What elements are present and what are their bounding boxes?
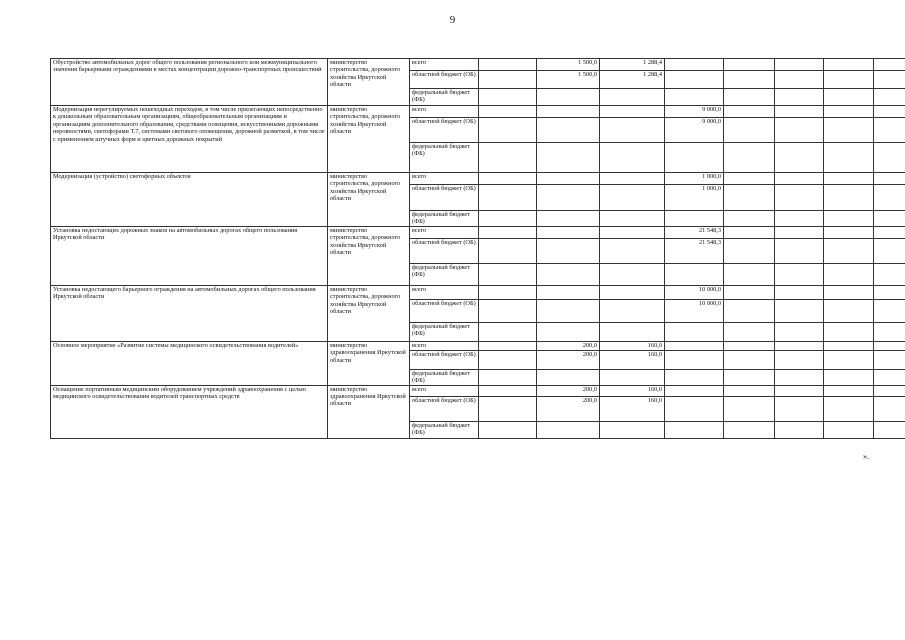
amount-cell xyxy=(775,59,824,71)
amount-cell xyxy=(824,59,874,71)
amount-cell: 1 288,4 xyxy=(600,59,665,71)
amount-cell xyxy=(600,421,665,438)
amount-cell xyxy=(775,341,824,350)
amount-cell: 200,0 xyxy=(537,385,600,396)
amount-cell xyxy=(775,143,824,173)
amount-cell xyxy=(724,263,775,285)
funding-source-cell: федеральный бюджет (ФБ) xyxy=(410,322,479,341)
amount-cell xyxy=(824,396,874,421)
amount-cell xyxy=(537,322,600,341)
amount-cell xyxy=(537,118,600,143)
amount-cell xyxy=(537,143,600,173)
amount-cell xyxy=(824,226,874,238)
amount-cell xyxy=(724,118,775,143)
responsible-executor-cell: министерство строительства, дорожного хозяйства Иркутской области xyxy=(328,173,410,227)
amount-cell xyxy=(537,299,600,322)
amount-cell xyxy=(665,350,724,369)
amount-cell: 1 500,0 xyxy=(537,59,600,71)
amount-cell xyxy=(479,369,537,385)
table-row xyxy=(51,173,905,185)
amount-cell xyxy=(824,238,874,263)
amount-cell xyxy=(479,322,537,341)
amount-cell xyxy=(479,71,537,89)
amount-cell xyxy=(775,185,824,211)
amount-cell xyxy=(775,71,824,89)
amount-cell xyxy=(724,143,775,173)
responsible-executor-cell: министерство строительства, дорожного хозяйства Иркутской области xyxy=(328,106,410,173)
amount-cell xyxy=(479,89,537,106)
amount-cell xyxy=(479,118,537,143)
amount-cell xyxy=(775,89,824,106)
amount-cell xyxy=(874,238,905,263)
amount-cell xyxy=(824,299,874,322)
amount-cell xyxy=(600,173,665,185)
funding-source-cell: областной бюджет (ОБ) xyxy=(410,299,479,322)
event-name-cell: Оснащение портативным медицинским оборудованием учреждений здравоохранения с целью медицинского освидетельствования водителей транспортных средств xyxy=(51,385,328,438)
amount-cell xyxy=(600,89,665,106)
amount-cell xyxy=(724,299,775,322)
amount-cell xyxy=(665,322,724,341)
amount-cell xyxy=(665,421,724,438)
amount-cell: 21 548,3 xyxy=(665,226,724,238)
amount-cell xyxy=(874,350,905,369)
amount-cell xyxy=(874,106,905,118)
amount-cell xyxy=(479,396,537,421)
amount-cell: 9 000,0 xyxy=(665,106,724,118)
amount-cell xyxy=(724,71,775,89)
amount-cell xyxy=(824,421,874,438)
funding-source-cell: федеральный бюджет (ФБ) xyxy=(410,143,479,173)
amount-cell xyxy=(479,341,537,350)
event-name-cell: Модернизация нерегулируемых пешеходных переходов, в том числе прилегающих непосредственно к дошкольным образовательным организациям, общеобразовательным организациям и организациям дополнительного образования, средствами освещения, искусственными дорожными неровностями, светофорами Т.7, системами светового оповещения, дорожной разметкой, в том числе с применением штучных форм и цветных дорожных покрытий xyxy=(51,106,328,173)
amount-cell xyxy=(665,143,724,173)
table-row xyxy=(51,385,905,396)
amount-cell xyxy=(537,263,600,285)
amount-cell xyxy=(600,118,665,143)
amount-cell xyxy=(479,226,537,238)
amount-cell xyxy=(479,350,537,369)
amount-cell xyxy=(479,421,537,438)
funding-source-cell: всего xyxy=(410,341,479,350)
amount-cell xyxy=(724,238,775,263)
budget-table xyxy=(50,58,905,439)
amount-cell xyxy=(479,143,537,173)
amount-cell xyxy=(874,341,905,350)
table-row xyxy=(51,341,905,350)
event-name-cell: Обустройство автомобильных дорог общего пользования регионального или межмуниципального значения барьерными ограждениями в местах концентрации дорожно-транспортных происшествий xyxy=(51,59,328,106)
amount-cell: 10 000,0 xyxy=(665,285,724,299)
funding-source-cell: всего xyxy=(410,385,479,396)
amount-cell xyxy=(665,71,724,89)
amount-cell xyxy=(824,350,874,369)
responsible-executor-cell: министерство строительства, дорожного хозяйства Иркутской области xyxy=(328,59,410,106)
funding-source-cell: федеральный бюджет (ФБ) xyxy=(410,421,479,438)
amount-cell xyxy=(775,173,824,185)
funding-source-cell: всего xyxy=(410,59,479,71)
amount-cell xyxy=(537,285,600,299)
amount-cell xyxy=(600,285,665,299)
amount-cell xyxy=(600,238,665,263)
funding-source-cell: областной бюджет (ОБ) xyxy=(410,185,479,211)
table-row xyxy=(51,226,905,238)
amount-cell xyxy=(665,396,724,421)
amount-cell xyxy=(537,226,600,238)
amount-cell xyxy=(724,350,775,369)
amount-cell xyxy=(665,59,724,71)
amount-cell xyxy=(537,421,600,438)
funding-source-cell: областной бюджет (ОБ) xyxy=(410,238,479,263)
amount-cell xyxy=(874,322,905,341)
amount-cell xyxy=(824,322,874,341)
amount-cell xyxy=(479,285,537,299)
amount-cell xyxy=(537,369,600,385)
amount-cell xyxy=(537,173,600,185)
amount-cell xyxy=(874,385,905,396)
amount-cell xyxy=(874,421,905,438)
amount-cell xyxy=(874,396,905,421)
amount-cell xyxy=(600,299,665,322)
amount-cell xyxy=(775,299,824,322)
amount-cell xyxy=(874,185,905,211)
amount-cell xyxy=(824,369,874,385)
funding-source-cell: областной бюджет (ОБ) xyxy=(410,396,479,421)
funding-source-cell: всего xyxy=(410,226,479,238)
amount-cell xyxy=(537,238,600,263)
responsible-executor-cell: министерство здравоохранения Иркутской области xyxy=(328,385,410,438)
amount-cell: 10 000,0 xyxy=(665,299,724,322)
page-number: 9 xyxy=(449,14,456,26)
funding-source-cell: всего xyxy=(410,173,479,185)
amount-cell xyxy=(874,226,905,238)
responsible-executor-cell: министерство строительства, дорожного хозяйства Иркутской области xyxy=(328,226,410,285)
amount-cell xyxy=(724,421,775,438)
amount-cell: 160,0 xyxy=(600,396,665,421)
amount-cell: 160,0 xyxy=(600,350,665,369)
amount-cell: 160,0 xyxy=(600,341,665,350)
amount-cell xyxy=(537,211,600,227)
amount-cell xyxy=(665,211,724,227)
amount-cell xyxy=(775,350,824,369)
amount-cell: 1 500,0 xyxy=(537,71,600,89)
amount-cell xyxy=(665,263,724,285)
amount-cell xyxy=(600,369,665,385)
amount-cell xyxy=(724,341,775,350)
amount-cell xyxy=(600,185,665,211)
funding-source-cell: областной бюджет (ОБ) xyxy=(410,71,479,89)
amount-cell xyxy=(665,341,724,350)
amount-cell xyxy=(724,285,775,299)
amount-cell xyxy=(724,385,775,396)
responsible-executor-cell: министерство здравоохранения Иркутской области xyxy=(328,341,410,385)
amount-cell xyxy=(724,369,775,385)
amount-cell xyxy=(724,173,775,185)
amount-cell xyxy=(824,71,874,89)
amount-cell xyxy=(479,263,537,285)
amount-cell xyxy=(479,238,537,263)
funding-source-cell: областной бюджет (ОБ) xyxy=(410,118,479,143)
amount-cell xyxy=(874,71,905,89)
amount-cell xyxy=(775,263,824,285)
amount-cell xyxy=(724,396,775,421)
amount-cell: 1 288,4 xyxy=(600,71,665,89)
amount-cell xyxy=(479,185,537,211)
amount-cell xyxy=(600,106,665,118)
amount-cell: 21 548,3 xyxy=(665,238,724,263)
amount-cell xyxy=(537,106,600,118)
amount-cell xyxy=(874,118,905,143)
funding-source-cell: федеральный бюджет (ФБ) xyxy=(410,369,479,385)
amount-cell xyxy=(874,369,905,385)
amount-cell xyxy=(874,173,905,185)
amount-cell xyxy=(775,226,824,238)
amount-cell xyxy=(724,59,775,71)
amount-cell xyxy=(874,89,905,106)
amount-cell xyxy=(824,89,874,106)
amount-cell xyxy=(665,385,724,396)
amount-cell xyxy=(775,211,824,227)
amount-cell xyxy=(874,211,905,227)
amount-cell xyxy=(600,322,665,341)
amount-cell xyxy=(824,118,874,143)
amount-cell: 200,0 xyxy=(537,350,600,369)
amount-cell xyxy=(537,89,600,106)
amount-cell xyxy=(874,263,905,285)
amount-cell xyxy=(479,106,537,118)
amount-cell xyxy=(824,385,874,396)
funding-source-cell: федеральный бюджет (ФБ) xyxy=(410,263,479,285)
amount-cell: 200,0 xyxy=(537,396,600,421)
event-name-cell: Установка недостающих дорожных знаков на автомобильных дорогах общего пользования Иркутской области xyxy=(51,226,328,285)
amount-cell xyxy=(479,59,537,71)
amount-cell xyxy=(724,89,775,106)
amount-cell xyxy=(775,285,824,299)
event-name-cell: Установка недостающего барьерного ограждения на автомобильных дорогах общего пользования Иркутской области xyxy=(51,285,328,341)
amount-cell xyxy=(775,118,824,143)
amount-cell xyxy=(479,173,537,185)
amount-cell xyxy=(537,185,600,211)
amount-cell xyxy=(600,211,665,227)
funding-source-cell: всего xyxy=(410,285,479,299)
amount-cell xyxy=(824,185,874,211)
amount-cell xyxy=(724,211,775,227)
event-name-cell: Модернизация (устройство) светофорных объектов xyxy=(51,173,328,227)
amount-cell xyxy=(775,421,824,438)
amount-cell xyxy=(479,299,537,322)
amount-cell xyxy=(665,369,724,385)
amount-cell xyxy=(824,263,874,285)
amount-cell xyxy=(775,238,824,263)
table-row xyxy=(51,106,905,118)
closing-mark: ». xyxy=(863,452,869,461)
amount-cell xyxy=(724,106,775,118)
table-row xyxy=(51,285,905,299)
table-row xyxy=(51,59,905,71)
amount-cell xyxy=(824,106,874,118)
amount-cell xyxy=(775,369,824,385)
amount-cell: 9 000,0 xyxy=(665,118,724,143)
amount-cell xyxy=(874,299,905,322)
amount-cell: 160,0 xyxy=(600,385,665,396)
amount-cell: 1 000,0 xyxy=(665,185,724,211)
amount-cell xyxy=(874,285,905,299)
amount-cell xyxy=(874,143,905,173)
amount-cell xyxy=(874,59,905,71)
funding-source-cell: федеральный бюджет (ФБ) xyxy=(410,211,479,227)
amount-cell xyxy=(600,143,665,173)
amount-cell xyxy=(665,89,724,106)
amount-cell xyxy=(824,173,874,185)
amount-cell xyxy=(724,226,775,238)
amount-cell xyxy=(775,322,824,341)
amount-cell xyxy=(479,385,537,396)
funding-source-cell: федеральный бюджет (ФБ) xyxy=(410,89,479,106)
amount-cell xyxy=(824,211,874,227)
amount-cell xyxy=(775,385,824,396)
event-name-cell: Основное мероприятие «Развитие системы медицинского освидетельствования водителей» xyxy=(51,341,328,385)
funding-source-cell: областной бюджет (ОБ) xyxy=(410,350,479,369)
amount-cell xyxy=(775,396,824,421)
funding-source-cell: всего xyxy=(410,106,479,118)
amount-cell xyxy=(824,143,874,173)
amount-cell xyxy=(775,106,824,118)
responsible-executor-cell: министерство строительства, дорожного хозяйства Иркутской области xyxy=(328,285,410,341)
amount-cell xyxy=(824,341,874,350)
amount-cell: 200,0 xyxy=(537,341,600,350)
amount-cell xyxy=(600,263,665,285)
amount-cell: 1 000,0 xyxy=(665,173,724,185)
amount-cell xyxy=(824,285,874,299)
amount-cell xyxy=(600,226,665,238)
amount-cell xyxy=(724,185,775,211)
amount-cell xyxy=(724,322,775,341)
amount-cell xyxy=(479,211,537,227)
